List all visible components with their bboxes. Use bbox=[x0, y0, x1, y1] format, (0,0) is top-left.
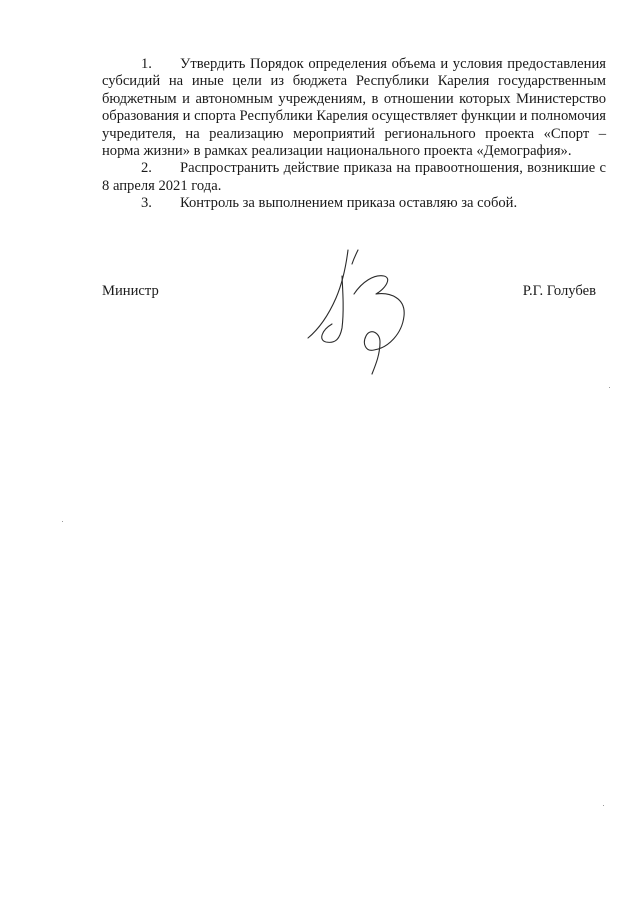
signatory-role: Министр bbox=[102, 283, 159, 299]
signature-stroke-4 bbox=[352, 250, 358, 264]
paragraph-1 bbox=[102, 56, 606, 160]
scan-speck bbox=[62, 521, 63, 522]
paragraph-2-number: 2. bbox=[141, 160, 152, 177]
scan-speck bbox=[609, 387, 610, 388]
paragraph-1-number: 1. bbox=[141, 56, 152, 72]
paragraph-2 bbox=[102, 160, 606, 195]
paragraph-3 bbox=[102, 195, 606, 212]
signature-block bbox=[102, 283, 596, 305]
signatory-name: Р.Г. Голубев bbox=[522, 283, 596, 299]
handwritten-signature bbox=[296, 236, 426, 376]
paragraph-2-text: Распространить действие приказа на правоотношения, возникшие с 8 апреля 2021 года. bbox=[102, 160, 606, 194]
paragraph-3-number: 3. bbox=[141, 195, 152, 212]
document-body bbox=[102, 56, 606, 213]
scan-speck bbox=[603, 805, 604, 806]
paragraph-3-text: Контроль за выполнением приказа оставляю за собой. bbox=[180, 195, 518, 212]
paragraph-1-text: Утвердить Порядок определения объема и условия предоставления субсидий на иные цели из бюджета Республики Карелия государственным бюджетным и автономным учреждениям, в отношении которых Министерство образования и спорта Республики Карелия осуществляет функции и полномочия учредителя, на реализацию мероприятий регионального проекта «Спорт – норма жизни» в рамках реализации национального проекта «Демография». bbox=[102, 56, 606, 160]
